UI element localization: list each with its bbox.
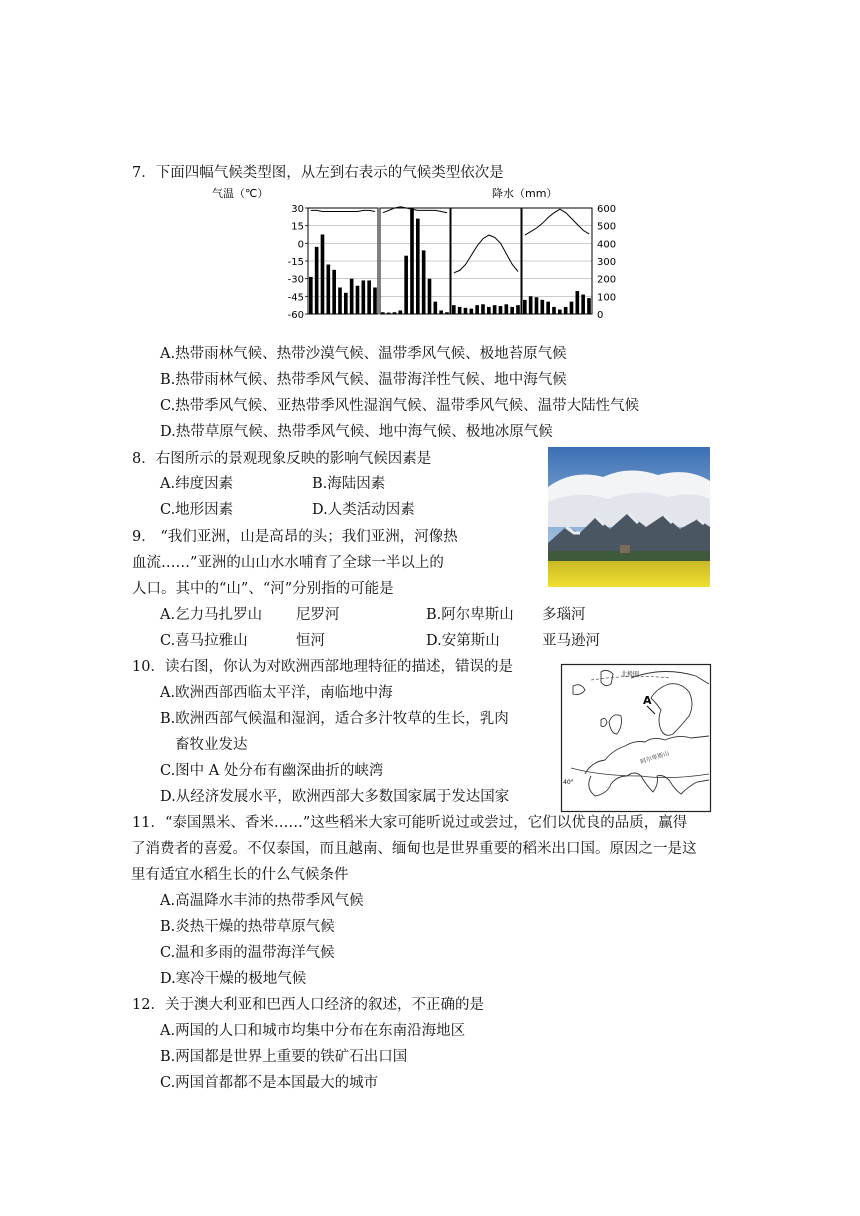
precip-bar — [464, 308, 468, 314]
temp-axis-label: 气温（℃） — [212, 187, 269, 200]
precip-bar — [470, 309, 474, 314]
q9-option-d-mountain[interactable]: D.安第斯山 — [426, 633, 500, 649]
q9-option-b-mountain[interactable]: B.阿尔卑斯山 — [426, 607, 514, 623]
q11-option-d[interactable]: D.寒冷干燥的极地气候 — [160, 971, 307, 987]
precip-bar — [481, 304, 485, 314]
precip-tick-label: 300 — [597, 257, 617, 268]
q11-line-3: 里有适宜水稻生长的什么气候条件 — [131, 867, 349, 883]
q11-option-b[interactable]: B.炎热干燥的热带草原气候 — [160, 919, 335, 935]
precip-bar — [535, 297, 539, 314]
q11-option-c[interactable]: C.温和多雨的温带海洋气候 — [160, 945, 335, 961]
precip-bar — [564, 307, 568, 314]
q9-line-3: 人口。其中的“山”、“河”分别指的可能是 — [132, 581, 394, 597]
precip-tick-label: 100 — [597, 292, 617, 304]
precip-bar — [439, 310, 443, 314]
precip-bar — [327, 265, 331, 314]
precip-bar — [510, 307, 514, 314]
precip-bar — [523, 300, 527, 314]
precip-bar — [493, 305, 497, 314]
q11-line-2: 了消费者的喜爱。不仅泰国，而且越南、缅甸也是世界重要的稻米出口国。原因之一是这 — [131, 841, 697, 857]
precip-bar — [576, 291, 580, 314]
climate-chart — [210, 186, 617, 321]
q10-option-c[interactable]: C.图中 A 处分布有幽深曲折的峡湾 — [160, 763, 384, 779]
precip-bar — [393, 312, 397, 314]
latitude-label: 40° — [563, 779, 574, 786]
q8-option-a[interactable]: A.纬度因素 — [160, 476, 234, 492]
precip-tick-label: 200 — [597, 274, 617, 286]
q8-stem: 8．右图所示的景观现象反映的影响气候因素是 — [132, 451, 432, 467]
temp-line — [311, 210, 375, 211]
q11-line-1: 11．“泰国黑米、香米……”这些稻米大家可能听说过或尝过，它们以优良的品质，赢得 — [132, 815, 688, 831]
precip-bar — [315, 247, 319, 314]
precip-bar — [546, 302, 550, 314]
precip-bar — [381, 312, 385, 314]
precip-bar — [404, 256, 408, 314]
precip-bar — [458, 307, 462, 314]
q12-option-b[interactable]: B.两国都是世界上重要的铁矿石出口国 — [160, 1049, 408, 1065]
precip-bar — [356, 286, 360, 314]
precip-bar — [387, 313, 391, 314]
q10-option-d[interactable]: D.从经济发展水平，欧洲西部大多数国家属于发达国家 — [160, 789, 510, 805]
precip-bar — [338, 288, 342, 315]
q7-stem: 7．下面四幅气候类型图，从左到右表示的气候类型依次是 — [132, 165, 504, 181]
alps-label: 阿尔卑斯山 — [639, 749, 671, 766]
q7-option-a[interactable]: A.热带雨林气候、热带沙漠气候、温带季风气候、极地苔原气候 — [160, 346, 567, 362]
precip-bar — [581, 295, 585, 314]
temp-line — [525, 209, 589, 235]
temp-tick-label: 30 — [291, 204, 304, 215]
precip-bar — [505, 304, 509, 314]
precip-bar — [499, 306, 503, 314]
q10-option-b-cont: 畜牧业发达 — [175, 737, 248, 753]
temp-tick-label: -15 — [287, 257, 304, 268]
q9-option-a-mountain[interactable]: A.乞力马扎罗山 — [160, 607, 263, 623]
temp-tick-label: -45 — [287, 292, 304, 304]
precip-bar — [541, 300, 545, 314]
q9-line-2: 血流……”亚洲的山山水水哺育了全球一半以上的 — [132, 555, 444, 571]
precip-bar — [422, 250, 426, 314]
q7-option-c[interactable]: C.热带季风气候、亚热带季风性湿润气候、温带季风气候、温带大陆性气候 — [160, 398, 640, 414]
precip-bar — [552, 307, 556, 314]
precip-axis-label: 降水（mm） — [492, 187, 558, 200]
precip-tick-label: 500 — [597, 221, 617, 233]
q10-option-a[interactable]: A.欧洲西部西临太平洋，南临地中海 — [160, 685, 393, 701]
precip-bar — [434, 302, 438, 314]
precip-bar — [445, 312, 449, 314]
arctic-circle-label: 北极圈 — [621, 671, 640, 678]
climate-panel-3 — [451, 208, 521, 314]
precip-bar — [570, 302, 574, 314]
precip-bar — [362, 280, 366, 314]
q9-line-1: 9． “我们亚洲，山是高昂的头；我们亚洲，河像热 — [132, 529, 458, 545]
precip-bar — [321, 235, 325, 315]
q9-option-a-river[interactable]: 尼罗河 — [296, 607, 340, 623]
precip-bar — [350, 279, 354, 314]
temp-tick-label: 15 — [291, 221, 304, 233]
precip-bar — [344, 293, 348, 314]
q9-option-c-mountain[interactable]: C.喜马拉雅山 — [160, 633, 248, 649]
precip-bar — [558, 310, 562, 314]
precip-bar — [529, 296, 533, 314]
precip-bar — [332, 270, 336, 314]
landscape-photo — [548, 447, 710, 587]
climate-panel-2 — [380, 207, 450, 314]
q9-option-b-river[interactable]: 多瑙河 — [542, 607, 586, 623]
q8-option-d[interactable]: D.人类活动因素 — [312, 502, 415, 518]
precip-bar — [399, 310, 403, 314]
temp-tick-label: 0 — [297, 239, 304, 251]
q9-option-d-river[interactable]: 亚马逊河 — [542, 633, 600, 649]
europe-map — [561, 664, 711, 812]
precip-bar — [516, 305, 520, 314]
precip-bar — [416, 219, 420, 314]
precip-tick-label: 400 — [597, 239, 617, 251]
precip-tick-label: 600 — [597, 204, 617, 215]
precip-tick-label: 0 — [597, 310, 604, 321]
q10-stem: 10．读右图，你认为对欧洲西部地理特征的描述，错误的是 — [132, 659, 513, 675]
precip-bar — [410, 208, 414, 314]
precip-bar — [475, 305, 479, 314]
q12-option-c[interactable]: C.两国首都都不是本国最大的城市 — [160, 1075, 379, 1091]
climate-panel-4 — [522, 208, 592, 314]
precip-bar — [367, 280, 371, 314]
q8-option-c[interactable]: C.地形因素 — [160, 502, 234, 518]
q11-option-a[interactable]: A.高温降水丰沛的热带季风气候 — [160, 893, 364, 909]
q12-stem: 12．关于澳大利亚和巴西人口经济的叙述，不正确的是 — [132, 997, 484, 1013]
q7-option-d[interactable]: D.热带草原气候、热带季风气候、地中海气候、极地冰原气候 — [160, 424, 553, 440]
precip-bar — [452, 305, 456, 314]
q12-option-a[interactable]: A.两国的人口和城市均集中分布在东南沿海地区 — [160, 1023, 466, 1039]
q7-option-b[interactable]: B.热带雨林气候、热带季风气候、温带海洋性气候、地中海气候 — [160, 372, 567, 388]
precip-bar — [373, 288, 377, 315]
climate-panel-1 — [308, 208, 378, 314]
precip-bar — [428, 279, 432, 314]
q8-option-b[interactable]: B.海陆因素 — [312, 476, 386, 492]
temp-tick-label: -60 — [287, 310, 304, 321]
temp-tick-label: -30 — [287, 274, 304, 286]
precip-bar — [587, 298, 591, 314]
precip-bar — [309, 277, 313, 314]
map-marker-a: A — [643, 694, 652, 707]
q9-option-c-river[interactable]: 恒河 — [296, 633, 325, 649]
precip-bar — [487, 307, 491, 314]
temp-line — [454, 235, 518, 273]
q10-option-b[interactable]: B.欧洲西部气候温和湿润，适合多汁牧草的生长，乳肉 — [160, 711, 509, 727]
